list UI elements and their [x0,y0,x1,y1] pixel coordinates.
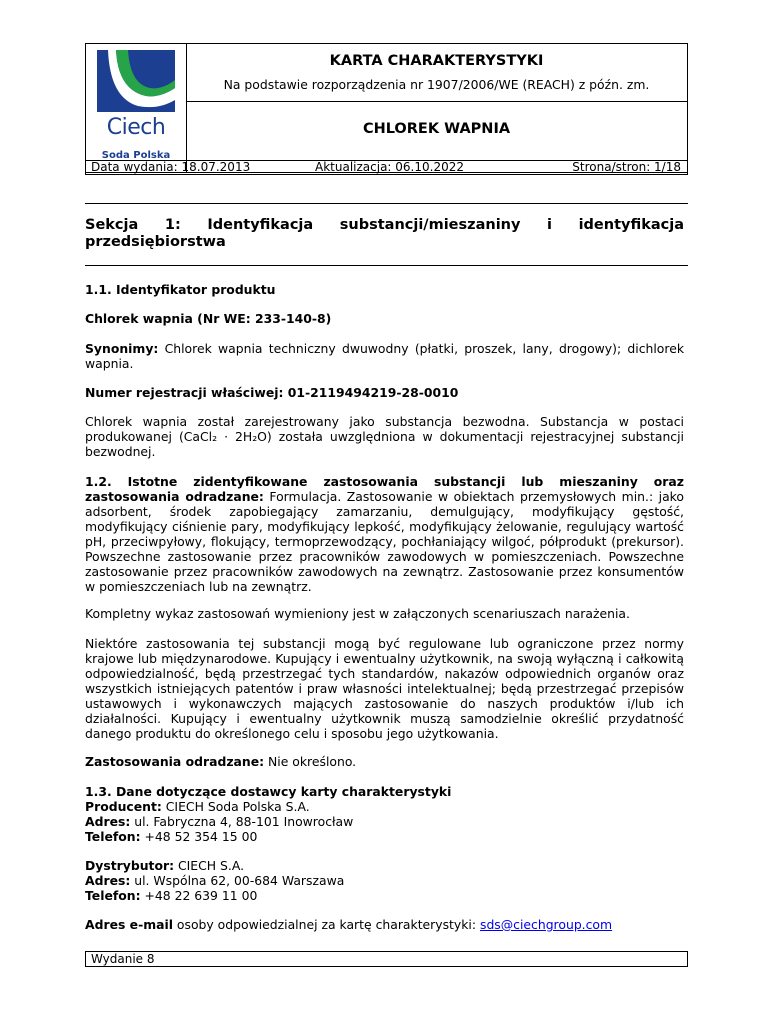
producer-label: Producent: [85,799,162,814]
distributor-value: CIECH S.A. [174,858,245,873]
producer-phone-line [85,829,684,844]
subsection-1-1-title: 1.1. Identyfikator produktu [85,282,276,297]
company-logo [86,44,187,172]
ciech-logo-icon [86,44,186,124]
synonyms-paragraph [85,341,684,371]
email-text: osoby odpowiedzialnej za kartę charakterystyki: [172,917,480,932]
subsection-1-3-title: 1.3. Dane dotyczące dostawcy karty charakterystyki [85,784,452,799]
page-number: Strona/stron: 1/18 [572,160,681,174]
synonyms-text: Chlorek wapnia techniczny dwuwodny (płatki, proszek, lany, drogowy); dichlorek wapnia. [85,341,684,371]
issue-date: Data wydania: 18.07.2013 [91,160,251,174]
edition-label: Wydanie 8 [91,952,155,966]
distributor-line [85,858,684,873]
product-name: CHLOREK WAPNIA [362,121,511,137]
distributor-phone-value: +48 22 639 11 00 [140,888,258,903]
document-subtitle: Na podstawie rozporządzenia nr 1907/2006/WE (REACH) z późn. zm. [223,77,650,92]
document-title: KARTA CHARAKTERYSTYKI [329,53,544,69]
producer-line [85,799,684,814]
subsection-1-2-text: Formulacja. Zastosowanie w obiektach przemysłowych min.: jako adsorbent, środek zapobiegający zamarzaniu, demulgujący, modyfikujący gęstość, modyfikujący ciśnienie pary, modyfikujący lepkość, modyfikujący żelowanie, regulujący wartość pH, przeciwpyłowy, flokujący, termoprzewodzący, pochłaniający wilgoć, półprodukt (prekursor). Powszechne zastosowanie przez pracowników zawodowych w pomieszczeniach. Powszechne zastosowanie przez pracowników zawodowych na zewnątrz. Zastosowanie przez konsumentów w pomieszczeniach lub na zewnątrz. [85,489,684,594]
registration-note: Chlorek wapnia został zarejestrowany jako substancja bezwodna. Substancja w postaci produkowanej (CaCl₂ · 2H₂O) została uwzględniona w dokumentacji rejestracyjnej substancji bezwodnej. [85,414,684,459]
discouraged-label: Zastosowania odradzane: [85,754,265,769]
complete-list-note: Kompletny wykaz zastosowań wymieniony jest w załączonych scenariuszach narażenia. [85,606,630,621]
producer-value: CIECH Soda Polska S.A. [161,799,310,814]
distributor-label: Dystrybutor: [85,858,175,873]
synonyms-label: Synonimy: [85,341,159,356]
section-divider-top [85,203,688,204]
section-divider-bottom [85,265,688,266]
distributor-address-value: ul. Wspólna 62, 00-684 Warszawa [130,873,345,888]
restrictions-paragraph: Niektóre zastosowania tej substancji mogą być regulowane lub ograniczone przez normy krajowe lub międzynarodowe. Kupujący i ewentualny użytkownik, na swoją wyłączną i całkowitą odpowiedzialność, będą przestrzegać tych standardów, nakazów odpowiednich organów oraz wszystkich istniejących patentów i praw własności intelektualnej; będą przestrzegać przepisów ustawowych i wykonawczych mających zastosowanie do naszych produktów i/lub ich działalności. Kupujący i ewentualny użytkownik muszą samodzielnie określić przydatność danego produktu do określonego celu i sposobu jego użytkowania. [85,636,684,741]
email-label: Adres e-mail [85,917,173,932]
footer-box [85,951,688,967]
distributor-address-line [85,873,684,888]
document-header [85,43,688,173]
subsection-1-2-paragraph [85,474,684,594]
logo-name: Ciech [106,115,166,140]
section-heading-line2: przedsiębiorstwa [85,234,226,250]
email-link[interactable]: sds@ciechgroup.com [479,917,613,932]
discouraged-uses [85,754,684,769]
discouraged-text: Nie określono. [264,754,357,769]
producer-address-value: ul. Fabryczna 4, 88-101 Inowrocław [130,814,354,829]
email-line [85,917,684,932]
title-cell [186,44,687,102]
distributor-phone-label: Telefon: [85,888,141,903]
subsection-1-2-label: 1.2. Istotne zidentyfikowane zastosowania substancji lub mieszaniny oraz zastosowania odradzane: [85,474,684,504]
logo-subtitle: Soda Polska [101,150,171,161]
distributor-address-label: Adres: [85,873,131,888]
producer-phone-label: Telefon: [85,829,141,844]
dates-row [85,160,688,175]
distributor-phone-line [85,888,684,903]
update-date: Aktualizacja: 06.10.2022 [315,160,464,174]
producer-address-label: Adres: [85,814,131,829]
registration-number: Numer rejestracji właściwej: 01-2119494219-28-0010 [85,385,459,400]
section-heading-line1: Sekcja 1: Identyfikacja substancji/mieszaniny i identyfikacja [85,217,684,233]
producer-address-line [85,814,684,829]
producer-phone-value: +48 52 354 15 00 [140,829,258,844]
product-identifier: Chlorek wapnia (Nr WE: 233-140-8) [85,311,332,326]
